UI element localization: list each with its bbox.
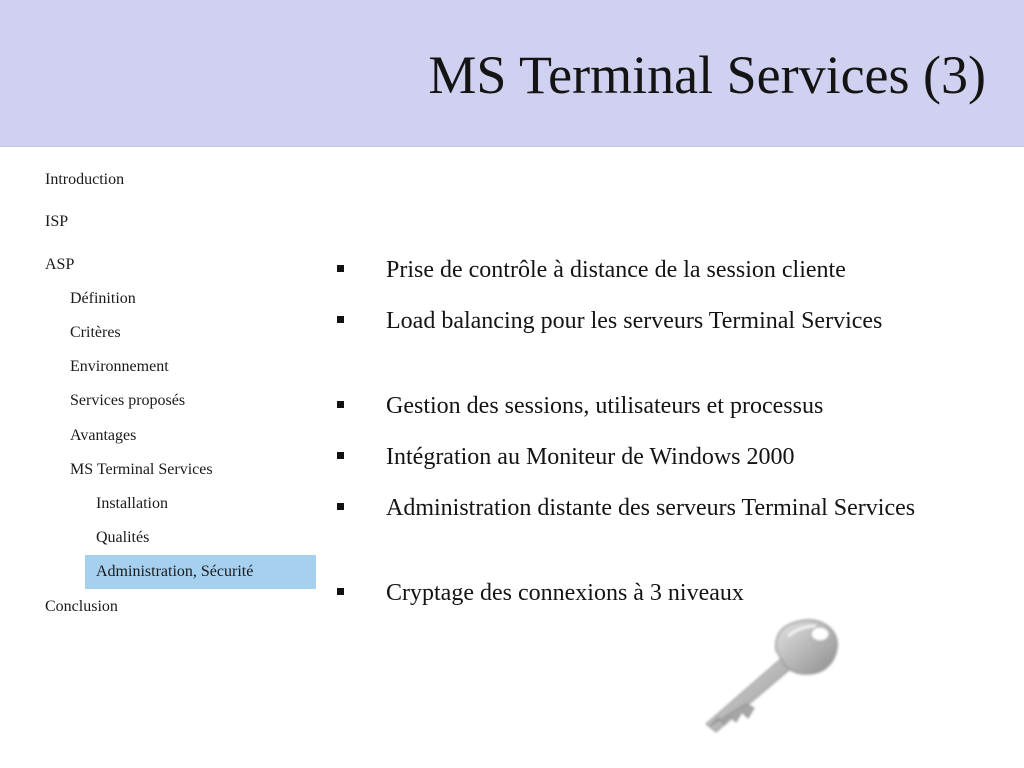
bullet-text: Prise de contrôle à distance de la session cliente (386, 257, 846, 283)
square-bullet-icon (335, 265, 345, 275)
nav-item-qualites[interactable]: Qualités (96, 529, 150, 546)
nav-item-isp[interactable]: ISP (45, 213, 69, 230)
bullet-text: Cryptage des connexions à 3 niveaux (386, 580, 744, 606)
square-bullet-icon (335, 503, 345, 513)
square-bullet-icon (335, 588, 345, 598)
nav-item-definition[interactable]: Définition (70, 290, 136, 307)
nav-item-criteres[interactable]: Critères (70, 324, 121, 341)
bullet-text: Intégration au Moniteur de Windows 2000 (386, 444, 795, 470)
nav-item-avantages[interactable]: Avantages (70, 427, 137, 444)
nav-item-administration-securite[interactable]: Administration, Sécurité (85, 555, 316, 589)
nav-item-installation[interactable]: Installation (96, 495, 168, 512)
slide-title: MS Terminal Services (3) (428, 45, 986, 105)
nav-item-asp[interactable]: ASP (45, 256, 75, 273)
bullet-text: Load balancing pour les serveurs Terminal Services (386, 308, 883, 334)
outline-nav (0, 0, 320, 768)
nav-item-ms-terminal-services[interactable]: MS Terminal Services (70, 461, 213, 478)
nav-item-environnement[interactable]: Environnement (70, 358, 169, 375)
nav-item-introduction[interactable]: Introduction (45, 171, 125, 188)
key-icon (688, 612, 848, 737)
square-bullet-icon (335, 316, 345, 326)
nav-item-conclusion[interactable]: Conclusion (45, 598, 118, 615)
square-bullet-icon (335, 452, 345, 462)
square-bullet-icon (335, 401, 345, 411)
nav-item-services-proposes[interactable]: Services proposés (70, 392, 186, 409)
bullet-text: Gestion des sessions, utilisateurs et processus (386, 393, 824, 419)
bullet-text: Administration distante des serveurs Terminal Services (386, 495, 916, 521)
